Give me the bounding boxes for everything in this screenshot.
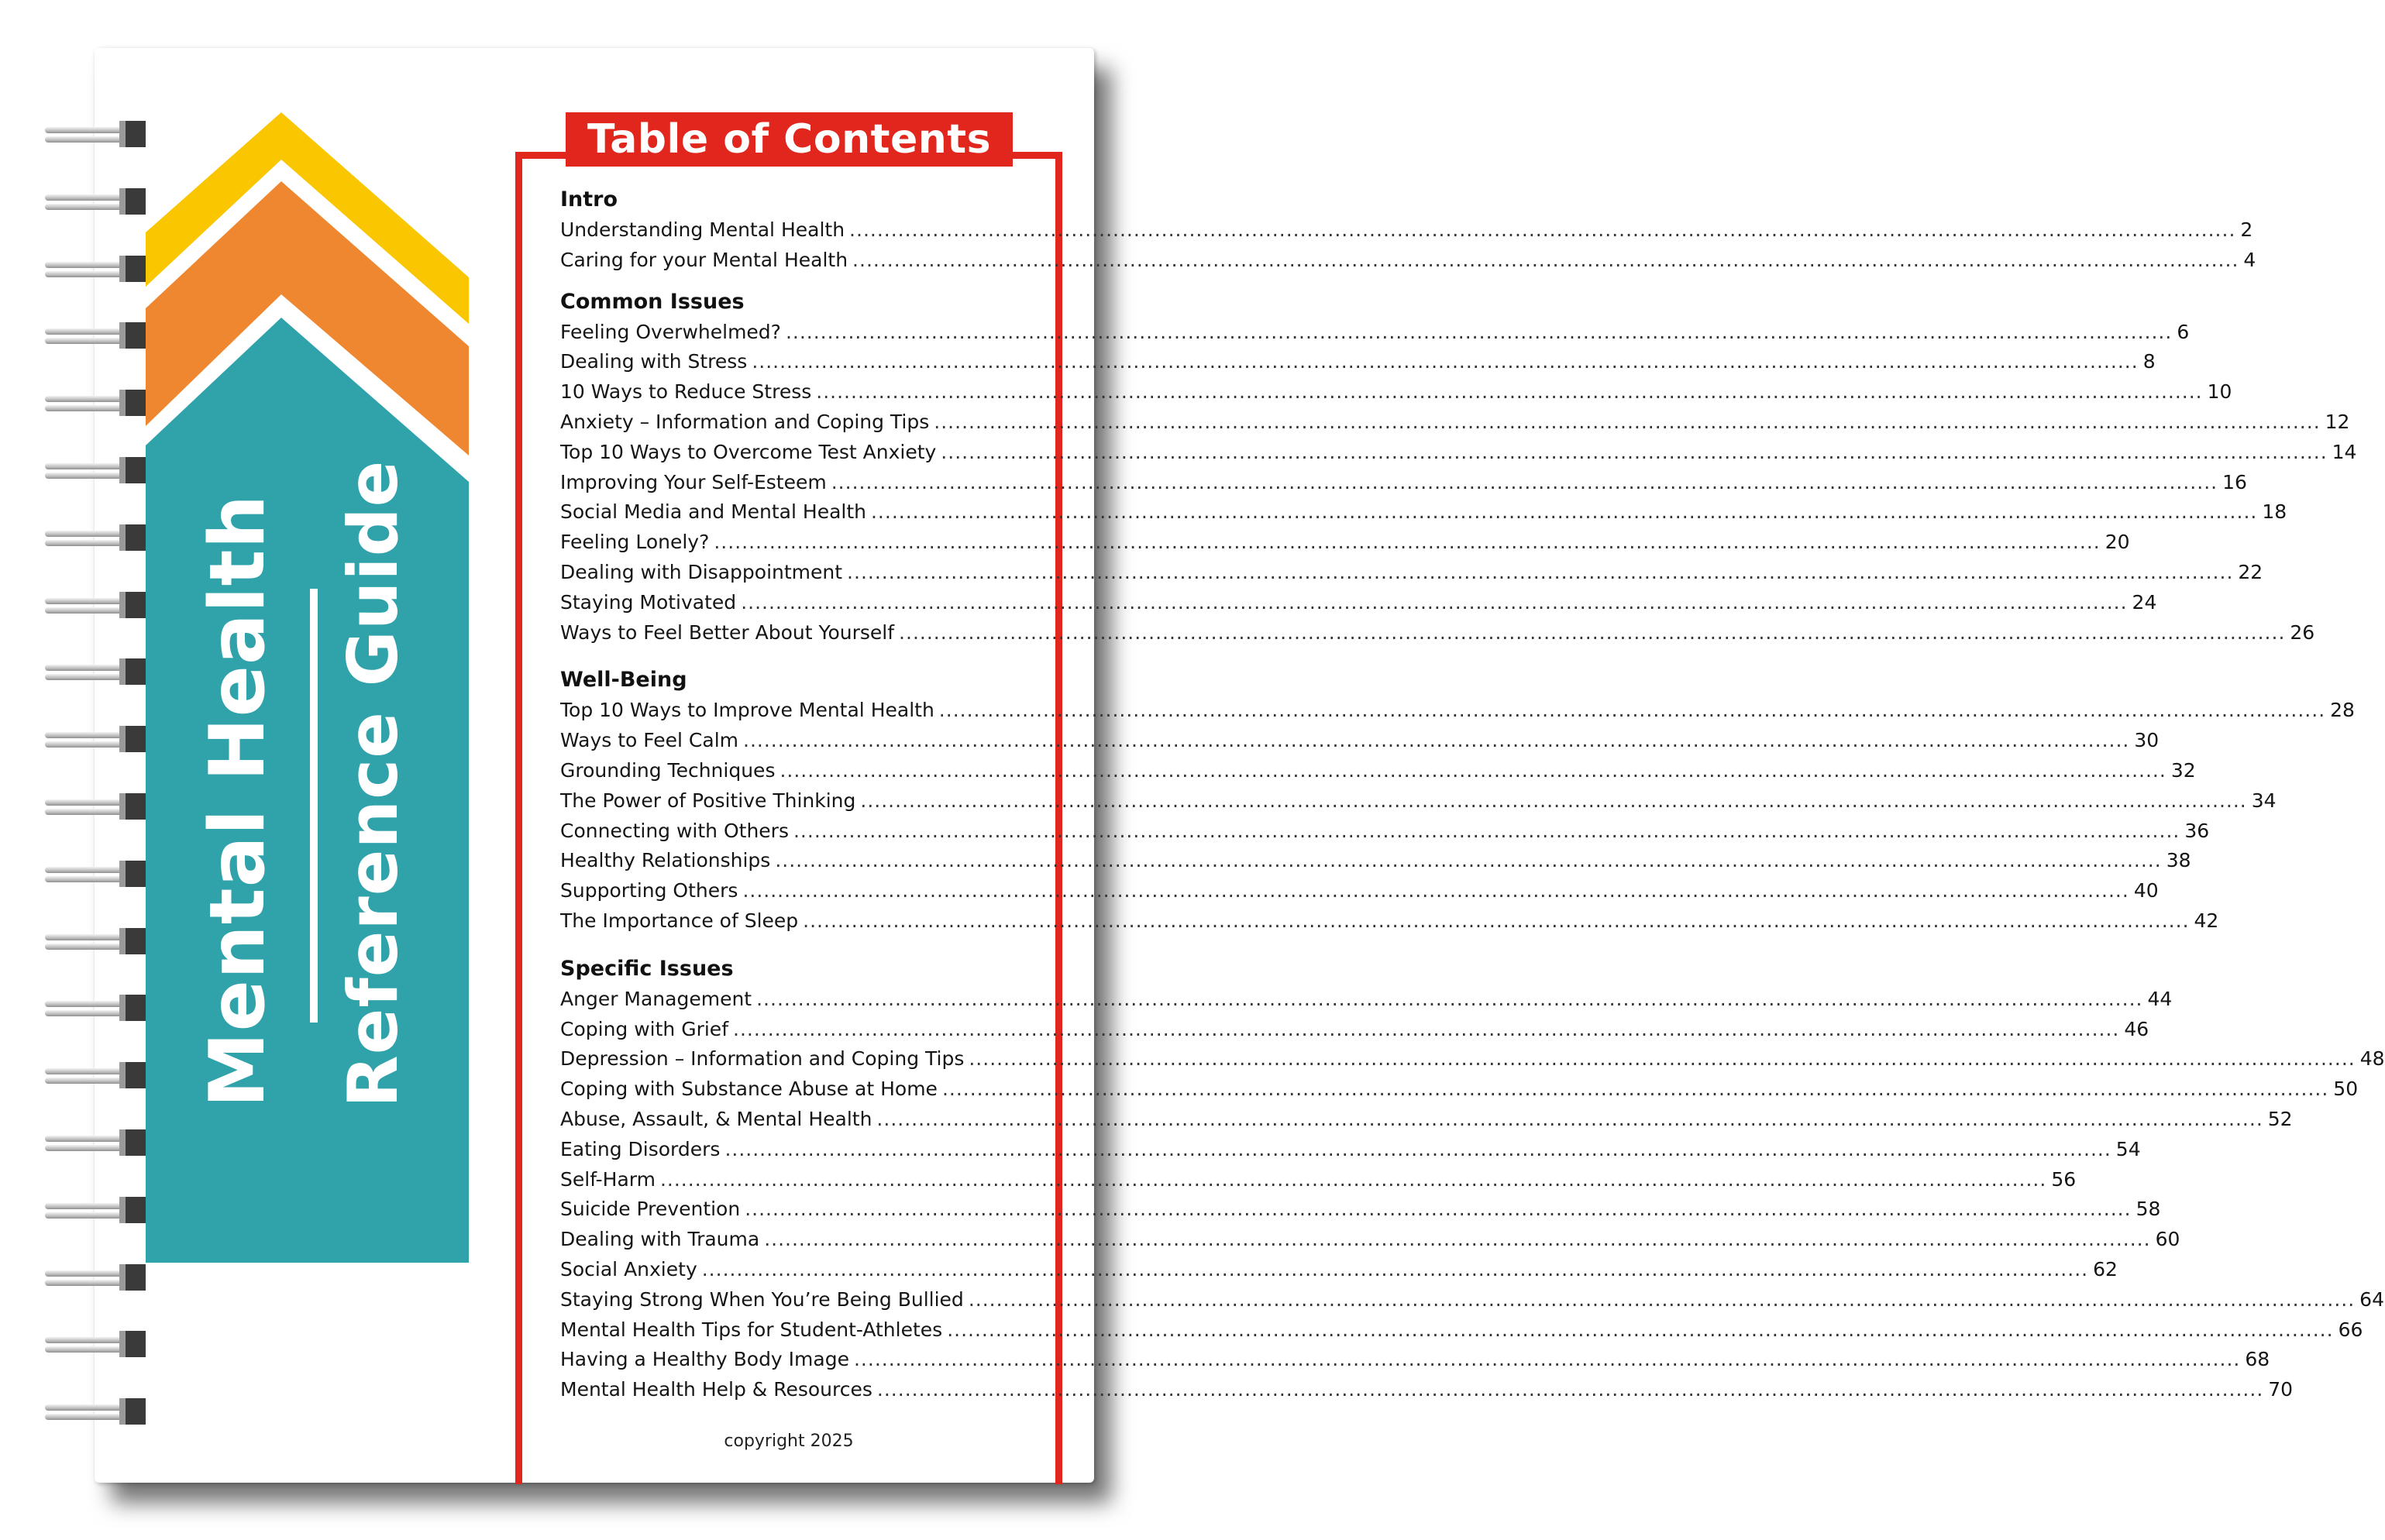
title-divider (310, 589, 318, 1023)
dot-leader: ........................................................................................................................................................................................................ (780, 758, 2166, 782)
toc-entry-page: 46 (2124, 1017, 2149, 1040)
toc-entry-page: 30 (2134, 729, 2160, 752)
toc-section-title: Well-Being (560, 668, 687, 693)
toc-entry-page: 20 (2105, 531, 2130, 554)
section-gap (560, 276, 1025, 287)
toc-entry-title: Caring for your Mental Health (560, 248, 848, 271)
dot-leader: ........................................................................................................................................................................................................ (860, 789, 2247, 812)
toc-entry-page: 36 (2184, 819, 2210, 842)
toc-entry (560, 1165, 2077, 1195)
toc-section-title: Common Issues (560, 289, 745, 314)
toc-entry-page: 24 (2132, 590, 2157, 614)
dot-leader: ........................................................................................................................................................................................................ (785, 320, 2173, 343)
dot-leader: ........................................................................................................................................................................................................ (968, 1287, 2356, 1311)
dot-leader: ........................................................................................................................................................................................................ (741, 590, 2128, 614)
toc-entry (560, 1225, 2180, 1255)
toc-entry-title: Connecting with Others (560, 819, 789, 842)
cover-title (186, 459, 473, 1115)
toc-entry-page: 12 (2325, 410, 2350, 433)
toc-entry-page: 62 (2093, 1257, 2118, 1280)
toc-entry (560, 1135, 2141, 1165)
toc-entry-title: Coping with Grief (560, 1017, 728, 1040)
toc-entry-title: Anxiety – Information and Coping Tips (560, 410, 930, 433)
toc-entry-title: Supporting Others (560, 879, 738, 902)
toc-entry-title: Grounding Techniques (560, 758, 776, 782)
toc-entry (560, 906, 2219, 937)
toc-entry-title: Self-Harm (560, 1167, 656, 1191)
toc-entry (560, 1255, 2118, 1285)
toc-entry (560, 215, 2253, 246)
dot-leader: ........................................................................................................................................................................................................ (899, 620, 2286, 644)
toc-entry-title: Social Media and Mental Health (560, 500, 866, 524)
toc-entry-page: 40 (2133, 879, 2159, 902)
toc-entry-page: 32 (2170, 758, 2196, 782)
dot-leader: ........................................................................................................................................................................................................ (701, 1257, 2089, 1280)
toc-entry-page: 56 (2051, 1167, 2077, 1191)
dot-leader: ........................................................................................................................................................................................................ (870, 500, 2258, 524)
dot-leader: ........................................................................................................................................................................................................ (756, 987, 2143, 1010)
toc-entry-page: 42 (2194, 909, 2219, 932)
dot-leader: ........................................................................................................................................................................................................ (764, 1228, 2151, 1251)
dot-leader: ........................................................................................................................................................................................................ (745, 1198, 2132, 1221)
toc-entry (560, 407, 2350, 438)
toc-entry-page: 6 (2177, 320, 2190, 343)
toc-entry (560, 528, 2130, 558)
dot-leader: ........................................................................................................................................................................................................ (743, 729, 2130, 752)
toc-entry-title: Top 10 Ways to Overcome Test Anxiety (560, 440, 937, 463)
copyright-text: copyright 2025 (724, 1432, 854, 1451)
dot-leader: ........................................................................................................................................................................................................ (934, 410, 2321, 433)
toc-entry-page: 52 (2267, 1107, 2293, 1130)
toc-entry-page: 66 (2338, 1318, 2363, 1341)
dot-leader: ........................................................................................................................................................................................................ (831, 470, 2218, 493)
toc-entry-page: 68 (2245, 1348, 2270, 1371)
toc-entry (560, 696, 2355, 726)
toc-entry (560, 1074, 2359, 1105)
toc-entry-title: The Power of Positive Thinking (560, 789, 856, 812)
toc-entry-title: Top 10 Ways to Improve Mental Health (560, 699, 934, 722)
toc-entry (560, 618, 2315, 648)
toc-entry-page: 44 (2147, 987, 2173, 1010)
toc-entry (560, 726, 2160, 756)
toc-entry-title: Feeling Lonely? (560, 531, 710, 554)
toc-entry (560, 876, 2159, 906)
toc-entry-title: Having a Healthy Body Image (560, 1348, 849, 1371)
toc-entry-title: Ways to Feel Calm (560, 729, 738, 752)
toc-entry-title: Mental Health Tips for Student-Athletes (560, 1318, 943, 1341)
toc-entry (560, 846, 2191, 876)
toc-entry-page: 4 (2243, 248, 2256, 271)
toc-entry-title: Depression – Information and Coping Tips (560, 1047, 965, 1071)
toc-entry (560, 246, 2256, 276)
toc-entry-page: 60 (2155, 1228, 2180, 1251)
dot-leader: ........................................................................................................................................................................................................ (849, 218, 2236, 241)
toc-entry-title: 10 Ways to Reduce Stress (560, 380, 812, 404)
toc-entry-page: 64 (2359, 1287, 2384, 1311)
dot-leader: ........................................................................................................................................................................................................ (941, 440, 2328, 463)
dot-leader: ........................................................................................................................................................................................................ (659, 1167, 2047, 1191)
toc-entry-page: 50 (2333, 1078, 2359, 1101)
section-gap (560, 648, 1025, 665)
title-line-1: Mental Health (194, 493, 282, 1108)
dot-leader: ........................................................................................................................................................................................................ (775, 849, 2162, 872)
dot-leader: ........................................................................................................................................................................................................ (714, 531, 2101, 554)
toc-entry-page: 22 (2238, 560, 2263, 583)
toc-entry (560, 1285, 2384, 1315)
dot-leader: ........................................................................................................................................................................................................ (733, 1017, 2120, 1040)
toc-entry-title: Abuse, Assault, & Mental Health (560, 1107, 872, 1130)
toc-entry-title: Understanding Mental Health (560, 218, 845, 241)
toc-entry-title: Staying Motivated (560, 590, 737, 614)
toc-entry-page: 14 (2332, 440, 2357, 463)
toc-list (560, 184, 2385, 1405)
toc-entry-page: 16 (2222, 470, 2247, 493)
toc-entry (560, 1375, 2294, 1405)
toc-entry (560, 1105, 2293, 1135)
toc-entry-page: 18 (2262, 500, 2287, 524)
section-gap (560, 937, 1025, 954)
dot-leader: ........................................................................................................................................................................................................ (742, 879, 2129, 902)
dot-leader: ........................................................................................................................................................................................................ (941, 1078, 2329, 1101)
toc-entry (560, 468, 2247, 498)
toc-section-title: Specific Issues (560, 956, 734, 981)
dot-leader: ........................................................................................................................................................................................................ (876, 1107, 2263, 1130)
toc-entry (560, 377, 2232, 407)
toc-entry-title: Feeling Overwhelmed? (560, 320, 781, 343)
toc-entry (560, 1015, 2149, 1045)
toc-entry-title: Healthy Relationships (560, 849, 771, 872)
toc-entry-page: 48 (2359, 1047, 2385, 1071)
toc-entry-title: Dealing with Stress (560, 350, 748, 373)
toc-entry-page: 70 (2268, 1378, 2294, 1401)
toc-entry (560, 1315, 2363, 1346)
toc-entry-title: Social Anxiety (560, 1257, 697, 1280)
dot-leader: ........................................................................................................................................................................................................ (724, 1137, 2111, 1160)
toc-entry (560, 1345, 2270, 1375)
dot-leader: ........................................................................................................................................................................................................ (793, 819, 2180, 842)
dot-leader: ........................................................................................................................................................................................................ (938, 699, 2326, 722)
toc-entry-title: Suicide Prevention (560, 1198, 741, 1221)
title-line-2: Reference Guide (333, 459, 413, 1108)
dot-leader: ........................................................................................................................................................................................................ (853, 1348, 2241, 1371)
toc-entry-page: 58 (2135, 1198, 2161, 1221)
dot-leader: ........................................................................................................................................................................................................ (947, 1318, 2334, 1341)
toc-entry (560, 318, 2190, 348)
toc-entry (560, 1044, 2385, 1074)
toc-entry (560, 347, 2156, 377)
toc-entry-title: Dealing with Disappointment (560, 560, 843, 583)
toc-entry-page: 10 (2207, 380, 2232, 404)
toc-section-title: Intro (560, 187, 618, 211)
toc-entry-page: 2 (2240, 218, 2253, 241)
toc-entry-title: Staying Strong When You’re Being Bullied (560, 1287, 964, 1311)
toc-entry-page: 38 (2166, 849, 2191, 872)
dot-leader: ........................................................................................................................................................................................................ (847, 560, 2234, 583)
toc-entry (560, 497, 2287, 528)
toc-entry-title: Eating Disorders (560, 1137, 721, 1160)
toc-entry-title: The Importance of Sleep (560, 909, 799, 932)
toc-entry (560, 1195, 2161, 1225)
dot-leader: ........................................................................................................................................................................................................ (969, 1047, 2356, 1071)
dot-leader: ........................................................................................................................................................................................................ (852, 248, 2239, 271)
toc-entry-title: Mental Health Help & Resources (560, 1378, 872, 1401)
toc-heading: Table of Contents (566, 112, 1013, 167)
toc-entry-page: 8 (2142, 350, 2156, 373)
toc-entry-title: Coping with Substance Abuse at Home (560, 1078, 938, 1101)
toc-entry-page: 28 (2330, 699, 2355, 722)
toc-entry (560, 588, 2157, 618)
toc-entry-page: 34 (2251, 789, 2277, 812)
toc-entry (560, 786, 2277, 816)
toc-entry (560, 756, 2196, 786)
dot-leader: ........................................................................................................................................................................................................ (752, 350, 2139, 373)
toc-entry-title: Anger Management (560, 987, 752, 1010)
toc-entry-title: Improving Your Self-Esteem (560, 470, 827, 493)
toc-entry-title: Dealing with Trauma (560, 1228, 760, 1251)
toc-entry-page: 54 (2115, 1137, 2141, 1160)
dot-leader: ........................................................................................................................................................................................................ (816, 380, 2203, 404)
dot-leader: ........................................................................................................................................................................................................ (876, 1378, 2264, 1401)
toc-entry (560, 438, 2357, 468)
toc-entry (560, 985, 2173, 1015)
toc-entry (560, 816, 2210, 847)
toc-entry-page: 26 (2290, 620, 2315, 644)
dot-leader: ........................................................................................................................................................................................................ (803, 909, 2190, 932)
toc-entry (560, 558, 2263, 588)
toc-entry-title: Ways to Feel Better About Yourself (560, 620, 895, 644)
